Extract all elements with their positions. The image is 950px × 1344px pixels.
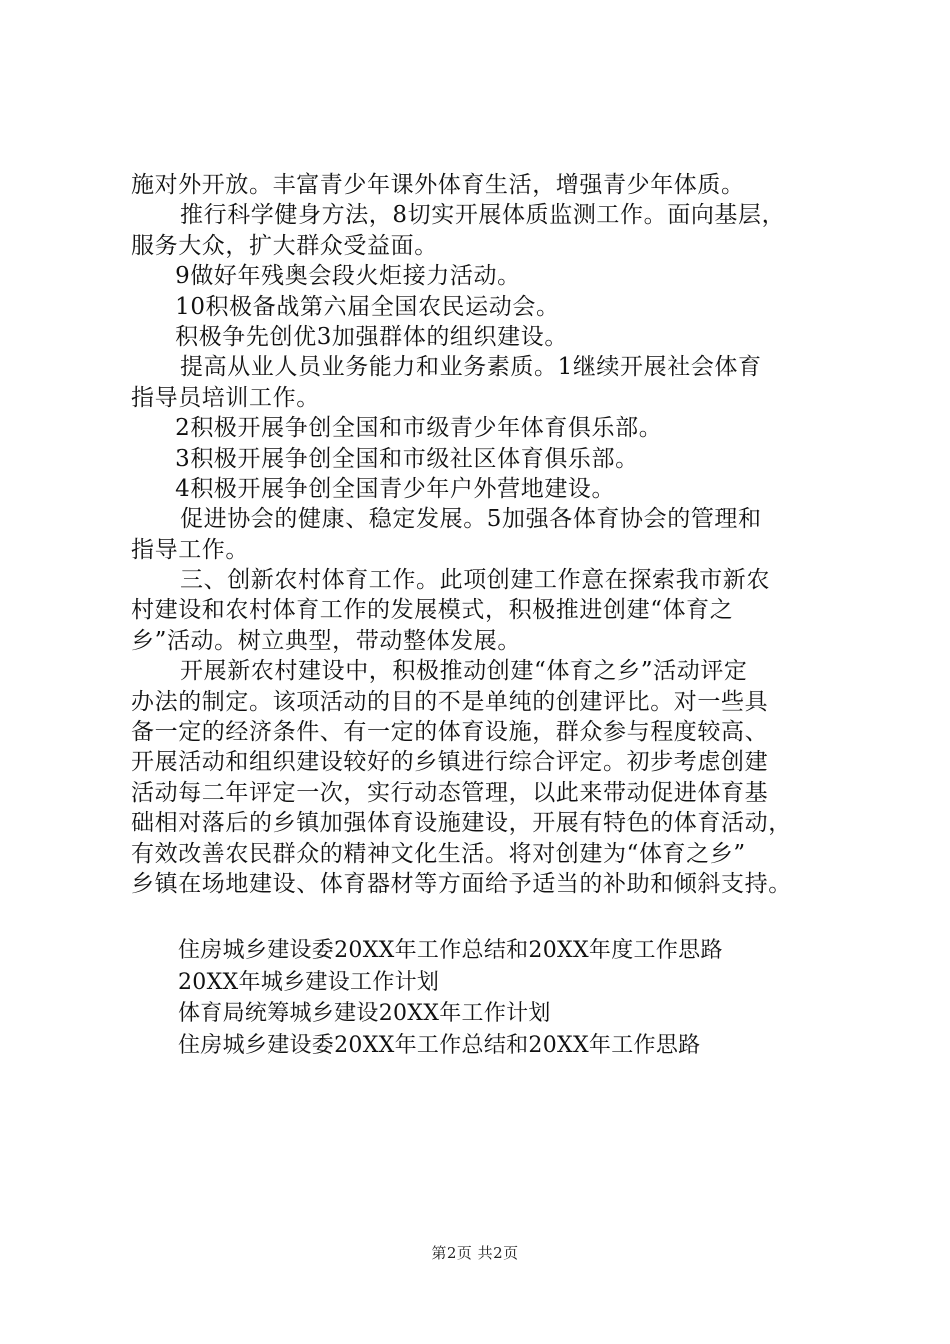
body-line: 活动每二年评定一次，实行动态管理，以此来带动促进体育基 <box>131 779 769 806</box>
body-line: 4积极开展争创全国青少年户外营地建设。 <box>175 475 616 502</box>
body-line: 办法的制定。该项活动的目的不是单纯的创建评比。对一些具 <box>131 688 769 715</box>
body-line: 开展活动和组织建设较好的乡镇进行综合评定。初步考虑创建 <box>131 749 769 776</box>
body-line: 推行科学健身方法，8切实开展体质监测工作。面向基层， <box>180 202 786 229</box>
body-line: 乡镇在场地建设、体育器材等方面给予适当的补助和倾斜支持。 <box>131 870 792 897</box>
body-line: 础相对落后的乡镇加强体育设施建设，开展有特色的体育活动， <box>131 810 792 837</box>
page-footer: 第2页 共2页 <box>431 1244 519 1262</box>
body-line: 3积极开展争创全国和市级社区体育俱乐部。 <box>175 445 639 472</box>
body-line: 2积极开展争创全国和市级青少年体育俱乐部。 <box>175 415 663 442</box>
body-line: 10积极备战第六届全国农民运动会。 <box>175 293 560 320</box>
related-link[interactable]: 体育局统筹城乡建设20XX年工作计划 <box>178 1001 551 1026</box>
body-line: 9做好年残奥会段火炬接力活动。 <box>175 263 521 290</box>
body-line: 积极争先创优3加强群体的组织建设。 <box>175 323 568 350</box>
body-line: 促进协会的健康、稳定发展。5加强各体育协会的管理和 <box>180 506 762 533</box>
body-line: 服务大众，扩大群众受益面。 <box>131 232 438 259</box>
body-line: 村建设和农村体育工作的发展模式，积极推进创建“体育之 <box>131 597 734 624</box>
body-line: 施对外开放。丰富青少年课外体育生活，增强青少年体质。 <box>131 172 745 198</box>
document-body <box>131 170 831 899</box>
body-line: 乡”活动。树立典型，带动整体发展。 <box>131 627 521 654</box>
body-line: 有效改善农民群众的精神文化生活。将对创建为“体育之乡” <box>131 840 746 867</box>
related-link[interactable]: 住房城乡建设委20XX年工作总结和20XX年度工作思路 <box>178 938 723 963</box>
body-line: 备一定的经济条件、有一定的体育设施，群众参与程度较高、 <box>131 719 769 746</box>
body-line: 开展新农村建设中，积极推动创建“体育之乡”活动评定 <box>180 658 748 685</box>
related-links-list <box>178 935 818 1061</box>
related-link[interactable]: 20XX年城乡建设工作计划 <box>178 969 440 995</box>
body-line: 三、创新农村体育工作。此项创建工作意在探索我市新农 <box>180 567 770 594</box>
body-line: 指导员培训工作。 <box>131 384 320 411</box>
body-line: 指导工作。 <box>131 536 249 563</box>
body-line: 提高从业人员业务能力和业务素质。1继续开展社会体育 <box>180 354 762 381</box>
related-link[interactable]: 住房城乡建设委20XX年工作总结和20XX年工作思路 <box>178 1032 701 1058</box>
